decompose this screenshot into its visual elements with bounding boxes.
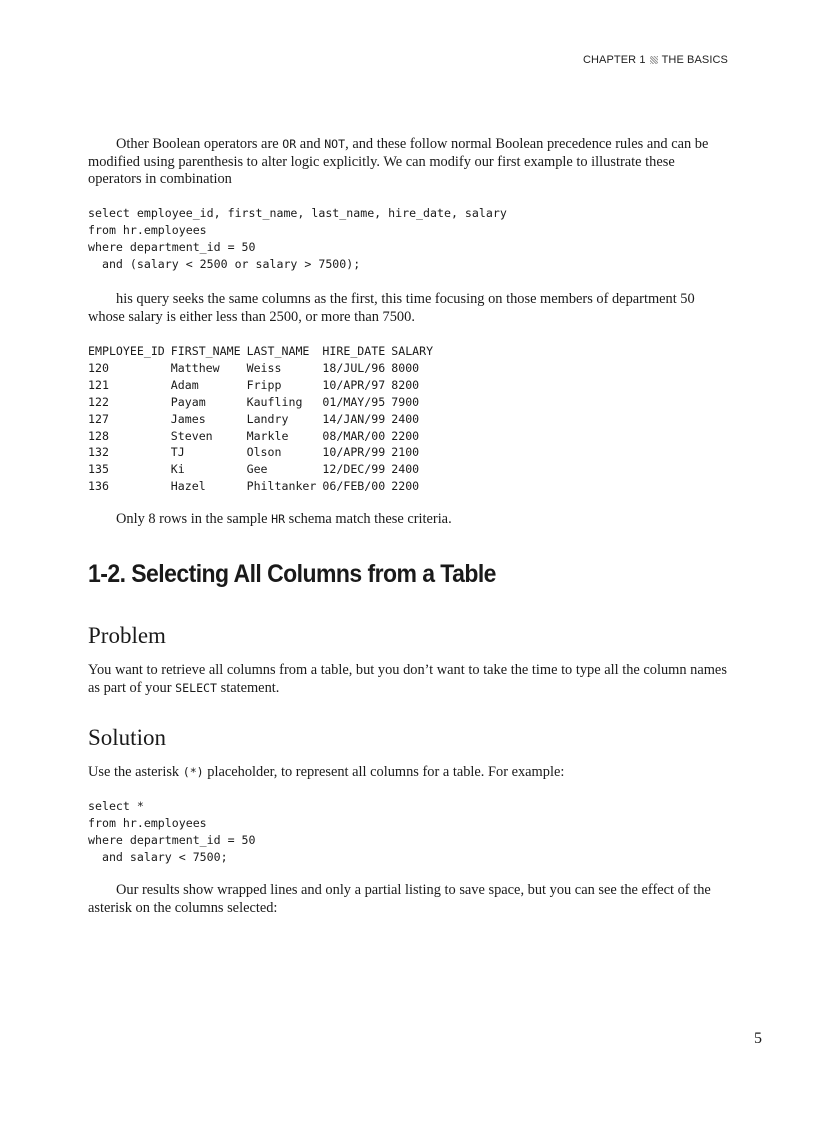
table-row bbox=[88, 478, 439, 495]
cell: 06/FEB/00 bbox=[322, 479, 386, 494]
cell: James bbox=[170, 411, 206, 426]
column-header: FIRST_NAME bbox=[170, 344, 241, 358]
column-header: LAST_NAME bbox=[246, 344, 310, 358]
cell: Steven bbox=[170, 428, 213, 443]
problem-paragraph bbox=[88, 662, 728, 697]
text-span: You want to retrieve all columns from a table, but you don’t want to take the time to type all the column names as part of your bbox=[88, 662, 727, 696]
cell: 121 bbox=[88, 377, 109, 392]
cell: 2200 bbox=[391, 428, 420, 443]
cell: 120 bbox=[88, 360, 109, 375]
table-row bbox=[88, 360, 439, 377]
cell: 14/JAN/99 bbox=[322, 411, 386, 426]
table-row bbox=[88, 444, 439, 461]
cell: Adam bbox=[170, 377, 199, 392]
cell: 122 bbox=[88, 394, 109, 409]
cell: Weiss bbox=[246, 360, 282, 375]
code-listing-2: select * from hr.employees where department_id = 50 and salary < 7500; bbox=[88, 799, 256, 864]
text-span: and bbox=[296, 136, 325, 152]
cell: 128 bbox=[88, 428, 109, 443]
chapter-title: THE BASICS bbox=[661, 54, 728, 66]
inline-code: (*) bbox=[182, 765, 204, 779]
results-table bbox=[88, 343, 439, 495]
column-header: HIRE_DATE bbox=[322, 344, 386, 358]
paragraph-row-count bbox=[88, 511, 728, 529]
cell: Olson bbox=[246, 445, 282, 460]
cell: 136 bbox=[88, 479, 109, 494]
problem-heading: Problem bbox=[88, 623, 166, 648]
cell: 18/JUL/96 bbox=[322, 360, 386, 375]
cell: Landry bbox=[246, 411, 289, 426]
column-header: SALARY bbox=[391, 344, 434, 358]
paragraph-results-note: Our results show wrapped lines and only a partial listing to save space, but you can see the effect of the asterisk on the columns selected: bbox=[88, 882, 711, 916]
cell: 01/MAY/95 bbox=[322, 394, 386, 409]
table-row bbox=[88, 428, 439, 445]
cell: 2400 bbox=[391, 462, 420, 477]
cell: 12/DEC/99 bbox=[322, 462, 386, 477]
inline-code: SELECT bbox=[175, 680, 218, 695]
solution-paragraph bbox=[88, 764, 728, 782]
text-span: Other Boolean operators are bbox=[116, 136, 283, 152]
cell: 135 bbox=[88, 462, 109, 477]
section-title: 1-2. Selecting All Columns from a Table bbox=[88, 560, 496, 588]
solution-heading: Solution bbox=[88, 725, 166, 750]
cell: 127 bbox=[88, 411, 109, 426]
cell: 2400 bbox=[391, 411, 420, 426]
running-head bbox=[583, 54, 728, 66]
cell: 132 bbox=[88, 445, 109, 460]
chapter-label: CHAPTER 1 bbox=[582, 54, 646, 66]
inline-code: OR bbox=[282, 137, 297, 151]
paragraph-query-description: his query seeks the same columns as the first, this time focusing on those members of department 50 whose salary is either less than 2500, or more than 7500. bbox=[88, 291, 695, 325]
cell: 8000 bbox=[391, 360, 420, 375]
cell: Kaufling bbox=[246, 394, 303, 409]
cell: Matthew bbox=[170, 360, 220, 375]
cell: 2200 bbox=[391, 479, 420, 494]
cell: Philtanker bbox=[246, 479, 317, 494]
cell: Hazel bbox=[170, 479, 206, 494]
separator-icon bbox=[650, 56, 658, 64]
text-span: Only 8 rows in the sample bbox=[116, 511, 272, 527]
cell: 08/MAR/00 bbox=[322, 428, 386, 443]
table-row bbox=[88, 411, 439, 428]
cell: Markle bbox=[246, 428, 289, 443]
text-span: Use the asterisk bbox=[88, 764, 183, 780]
cell: Ki bbox=[170, 462, 185, 477]
inline-code: NOT bbox=[324, 137, 346, 151]
text-span: statement. bbox=[217, 679, 280, 696]
cell: 10/APR/99 bbox=[322, 445, 386, 460]
inline-code: HR bbox=[271, 512, 286, 526]
cell: Gee bbox=[246, 462, 268, 477]
cell: 10/APR/97 bbox=[322, 377, 386, 392]
cell: 2100 bbox=[391, 445, 420, 460]
text-span: , and these follow normal Boolean precedence rules and can be modified using parenthesis to alter logic explicitly. We can modify our first example to illustrate these operators in combination bbox=[88, 136, 709, 187]
paragraph-boolean-operators bbox=[88, 136, 728, 189]
cell: TJ bbox=[170, 445, 185, 460]
cell: Fripp bbox=[246, 377, 282, 392]
column-header: EMPLOYEE_ID bbox=[88, 344, 165, 358]
table-row bbox=[88, 394, 439, 411]
text-span: schema match these criteria. bbox=[285, 511, 452, 527]
code-listing-1: select employee_id, first_name, last_name, hire_date, salary from hr.employees where department_id = 50 and (salary < 2500 or salary > 7500); bbox=[88, 206, 507, 271]
cell: 7900 bbox=[391, 394, 420, 409]
text-span: placeholder, to represent all columns for a table. For example: bbox=[203, 764, 565, 780]
cell: Payam bbox=[170, 394, 206, 409]
table-row bbox=[88, 461, 439, 478]
results-header-row bbox=[88, 343, 439, 360]
page-number: 5 bbox=[754, 1030, 762, 1047]
cell: 8200 bbox=[391, 377, 420, 392]
table-row bbox=[88, 377, 439, 394]
